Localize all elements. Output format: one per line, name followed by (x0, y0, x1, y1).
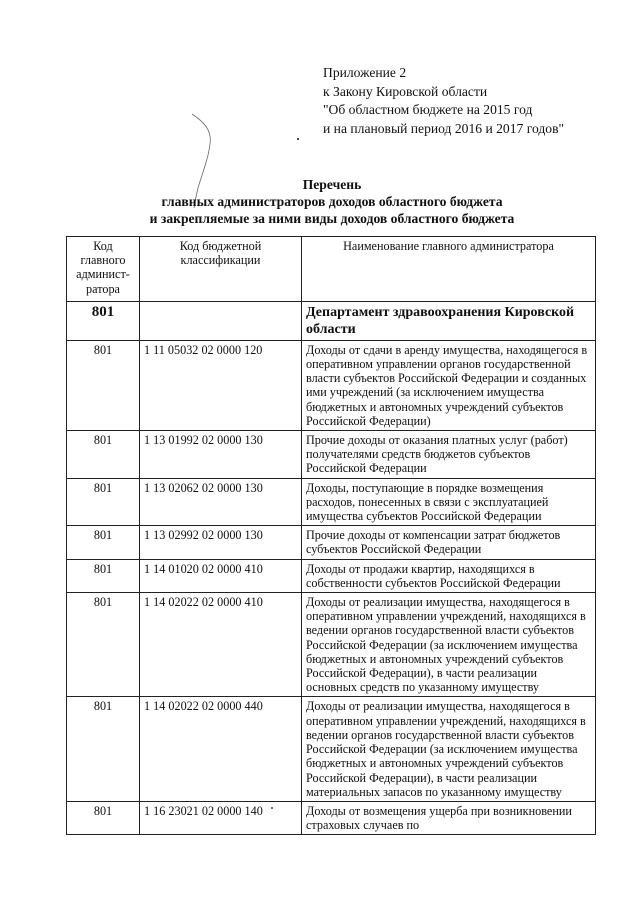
appendix-line: к Закону Кировской области (323, 83, 488, 99)
row-income-name: Доходы, поступающие в порядке возмещения расходов, понесенных в связи с эксплуатацией имущества субъектов Российской Федерации (302, 478, 596, 526)
row-income-name: Доходы от реализации имущества, находящегося в оперативном управлении учреждений, находящихся в ведении органов государственной власти субъектов Российской Федерации (за исключением имущества бюджетных и автономных учреждений субъектов Российской Федерации), в части реализации материальных запасов по указанному имуществу (302, 697, 596, 801)
header-admin-code: Код главного админист-ратора (67, 237, 140, 302)
header-budget-code: Код бюджетной классификации (140, 237, 302, 302)
row-admin-code: 801 (67, 801, 140, 834)
table-row (67, 478, 596, 526)
row-budget-code: 1 14 02022 02 0000 410 (140, 593, 302, 697)
title-line: и закрепляемые за ними виды доходов областного бюджета (149, 211, 515, 226)
row-admin-code: 801 (67, 697, 140, 801)
table-row (67, 697, 596, 801)
row-budget-code: 1 11 05032 02 0000 120 (140, 340, 302, 430)
row-admin-code: 801 (67, 559, 140, 592)
row-admin-code: 801 (67, 478, 140, 526)
table-row (67, 801, 596, 834)
department-row (67, 301, 596, 340)
row-income-name: Доходы от сдачи в аренду имущества, находящегося в оперативном управлении органов государственной власти субъектов Российской Федерации и созданных ими учреждений (за исключением имущества бюджетных и автономных учреждений субъектов Российской Федерации) (302, 340, 596, 430)
department-empty-cell (140, 301, 302, 340)
department-name: Департамент здравоохранения Кировской области (302, 301, 596, 340)
table-row (67, 526, 596, 559)
row-admin-code: 801 (67, 593, 140, 697)
table-row (67, 593, 596, 697)
title-line: главных администраторов доходов областного бюджета (161, 194, 503, 209)
row-budget-code: 1 14 02022 02 0000 440 (140, 697, 302, 801)
row-budget-code: 1 13 02992 02 0000 130 (140, 526, 302, 559)
row-budget-code: 1 14 01020 02 0000 410 (140, 559, 302, 592)
row-income-name: Прочие доходы от компенсации затрат бюджетов субъектов Российской Федерации (302, 526, 596, 559)
appendix-line: и на плановый период 2016 и 2017 годов" (323, 120, 565, 136)
row-admin-code: 801 (67, 431, 140, 479)
row-admin-code: 801 (67, 340, 140, 430)
table-row (67, 431, 596, 479)
appendix-header (323, 64, 564, 138)
row-budget-code: 1 13 02062 02 0000 130 (140, 478, 302, 526)
title-line: Перечень (302, 177, 362, 192)
row-income-name: Прочие доходы от оказания платных услуг (работ) получателями средств бюджетов субъектов Российской Федерации (302, 431, 596, 479)
appendix-line: "Об областном бюджете на 2015 год (323, 102, 533, 117)
header-admin-name: Наименование главного администратора (302, 237, 596, 302)
row-income-name: Доходы от возмещения ущерба при возникновении страховых случаев по (302, 801, 596, 834)
row-budget-code: 1 13 01992 02 0000 130 (140, 431, 302, 479)
administrators-table (66, 236, 596, 835)
table-row (67, 340, 596, 430)
row-income-name: Доходы от реализации имущества, находящегося в оперативном управлении учреждений, находящихся в ведении органов государственной власти субъектов Российской Федерации (за исключением имущества бюджетных и автономных учреждений субъектов Российской Федерации), в части реализации основных средств по указанному имуществу (302, 593, 596, 697)
row-income-name: Доходы от продажи квартир, находящихся в собственности субъектов Российской Федерации (302, 559, 596, 592)
document-title (60, 176, 604, 227)
row-budget-code: 1 16 23021 02 0000 140 (140, 801, 302, 834)
table-header-row (67, 237, 596, 302)
table-row (67, 559, 596, 592)
department-code: 801 (67, 301, 140, 340)
speck-mark (296, 137, 300, 141)
appendix-line: Приложение 2 (323, 65, 407, 80)
row-admin-code: 801 (67, 526, 140, 559)
